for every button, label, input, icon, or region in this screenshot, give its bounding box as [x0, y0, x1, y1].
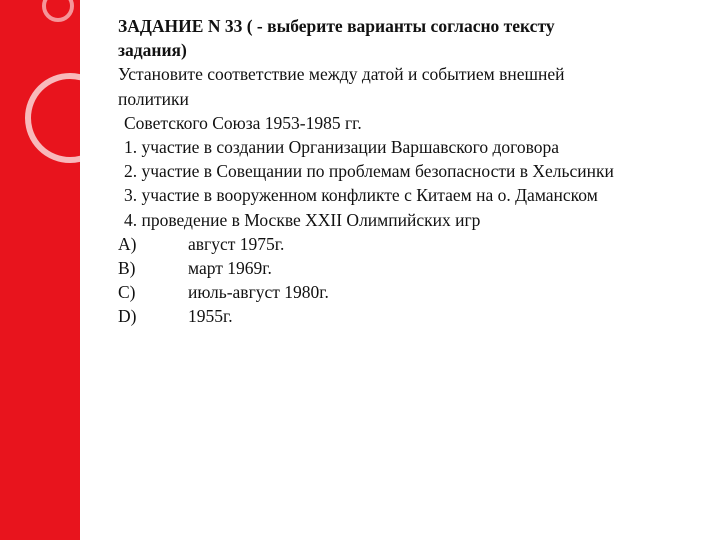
option-key: A): [118, 233, 137, 254]
option-key: D): [118, 306, 137, 327]
option-value: 1955г.: [188, 306, 233, 327]
option-key: B): [118, 258, 136, 279]
option-value: июль-август 1980г.: [188, 282, 329, 303]
task-title-continued: задания): [118, 40, 187, 61]
instruction-line: политики: [118, 88, 189, 109]
decorative-circle-large: [28, 76, 80, 160]
event-item: 4. проведение в Москве XXII Олимпийских игр: [124, 209, 481, 230]
option-row-a: [118, 232, 708, 256]
decorative-circle-small: [44, 0, 72, 20]
option-key: C): [118, 282, 136, 303]
decorative-circles: [0, 0, 80, 540]
event-item: 1. участие в создании Организации Варшавского договора: [124, 137, 559, 158]
option-value: март 1969г.: [188, 258, 272, 279]
task-text-block: [118, 14, 708, 329]
task-title: ЗАДАНИЕ N 33 ( - выберите варианты согласно тексту: [118, 16, 555, 36]
option-row-d: [118, 304, 708, 328]
option-value: август 1975г.: [188, 233, 285, 254]
event-item: 2. участие в Совещании по проблемам безопасности в Хельсинки: [124, 161, 614, 182]
option-row-c: [118, 280, 708, 304]
instruction-line: Советского Союза 1953-1985 гг.: [124, 112, 362, 133]
option-row-b: [118, 256, 708, 280]
instruction-line: Установите соответствие между датой и событием внешней: [118, 64, 565, 85]
decorative-red-panel: [0, 0, 80, 540]
event-item: 3. участие в вооруженном конфликте с Китаем на о. Даманском: [124, 185, 598, 206]
